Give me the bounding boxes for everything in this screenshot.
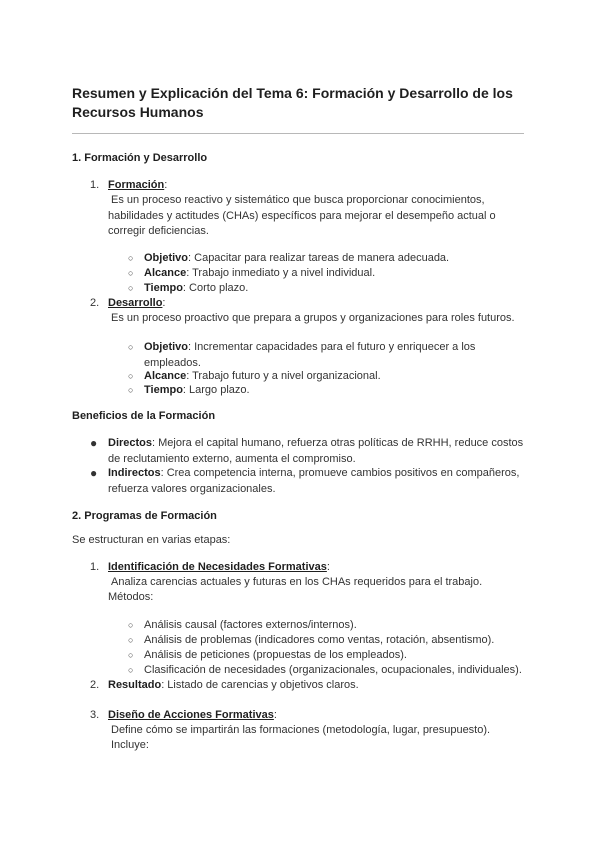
circle-bullet: ○: [128, 371, 134, 381]
list-item-desarrollo: Desarrollo:: [108, 297, 166, 309]
list-number: 1.: [90, 179, 100, 191]
desarrollo-description: Es un proceso proactivo que prepara a grupos y organizaciones para roles futuros.: [111, 312, 515, 324]
list-number: 1.: [90, 561, 100, 573]
list-item-diseno: Diseño de Acciones Formativas:: [108, 709, 277, 721]
section-intro: Se estructuran en varias etapas:: [72, 534, 231, 546]
circle-bullet: ○: [128, 342, 134, 352]
incluye-label: Incluye:: [111, 739, 149, 751]
list-item: Objetivo: Capacitar para realizar tareas de manera adecuada.: [144, 252, 450, 264]
list-item: Objetivo: Incrementar capacidades para el futuro y enriquecer a los empleados.: [144, 341, 476, 369]
bullet: ●: [90, 436, 98, 450]
term-desarrollo: Desarrollo: [108, 297, 163, 309]
section-heading-programas: 2. Programas de Formación: [72, 510, 217, 522]
list-number: 2.: [90, 297, 100, 309]
list-item: Análisis causal (factores externos/internos).: [144, 619, 357, 631]
circle-bullet: ○: [128, 650, 134, 660]
list-item: Análisis de problemas (indicadores como ventas, rotación, absentismo).: [144, 634, 495, 646]
term-diseno: Diseño de Acciones Formativas: [108, 709, 274, 721]
list-item: Clasificación de necesidades (organizacionales, ocupacionales, individuales).: [144, 664, 522, 676]
list-item: Alcance: Trabajo inmediato y a nivel individual.: [144, 267, 376, 279]
list-item: Alcance: Trabajo futuro y a nivel organizacional.: [144, 370, 381, 382]
circle-bullet: ○: [128, 268, 134, 278]
circle-bullet: ○: [128, 665, 134, 675]
list-item-identificacion: Identificación de Necesidades Formativas:: [108, 561, 330, 573]
list-number: 3.: [90, 709, 100, 721]
list-item-formacion: Formación:: [108, 179, 168, 191]
circle-bullet: ○: [128, 620, 134, 630]
diseno-description: Define cómo se impartirán las formaciones (metodología, lugar, presupuesto).: [111, 724, 491, 736]
list-item: Análisis de peticiones (propuestas de los empleados).: [144, 649, 407, 661]
identificacion-description: Analiza carencias actuales y futuras en los CHAs requeridos para el trabajo.: [111, 576, 483, 588]
section-heading-formacion-desarrollo: 1. Formación y Desarrollo: [72, 152, 208, 164]
list-item: Indirectos: Crea competencia interna, promueve cambios positivos en compañeros, refuerza valores organizacionales.: [108, 467, 520, 495]
list-item: Tiempo: Largo plazo.: [144, 384, 250, 396]
list-item-resultado: Resultado: Listado de carencias y objetivos claros.: [108, 679, 359, 691]
circle-bullet: ○: [128, 635, 134, 645]
circle-bullet: ○: [128, 283, 134, 293]
list-item: Tiempo: Corto plazo.: [144, 282, 249, 294]
term-formacion: Formación: [108, 179, 165, 191]
formacion-description: Es un proceso reactivo y sistemático que busca proporcionar conocimientos, habilidades y actitudes (CHAs) específicos para mejorar el desempeño actual o corregir deficiencias.: [108, 194, 496, 237]
circle-bullet: ○: [128, 253, 134, 263]
list-item: Directos: Mejora el capital humano, refuerza otras políticas de RRHH, reduce costos de reclutamiento externo, aumenta el compromiso.: [108, 437, 524, 465]
term-identificacion: Identificación de Necesidades Formativas: [108, 561, 327, 573]
metodos-label: Métodos:: [108, 591, 154, 603]
circle-bullet: ○: [128, 385, 134, 395]
document-title: Resumen y Explicación del Tema 6: Formación y Desarrollo de los Recursos Humanos: [72, 85, 513, 120]
bullet: ●: [90, 466, 98, 480]
section-heading-beneficios: Beneficios de la Formación: [72, 410, 216, 422]
list-number: 2.: [90, 679, 100, 691]
title-divider: [72, 133, 524, 134]
